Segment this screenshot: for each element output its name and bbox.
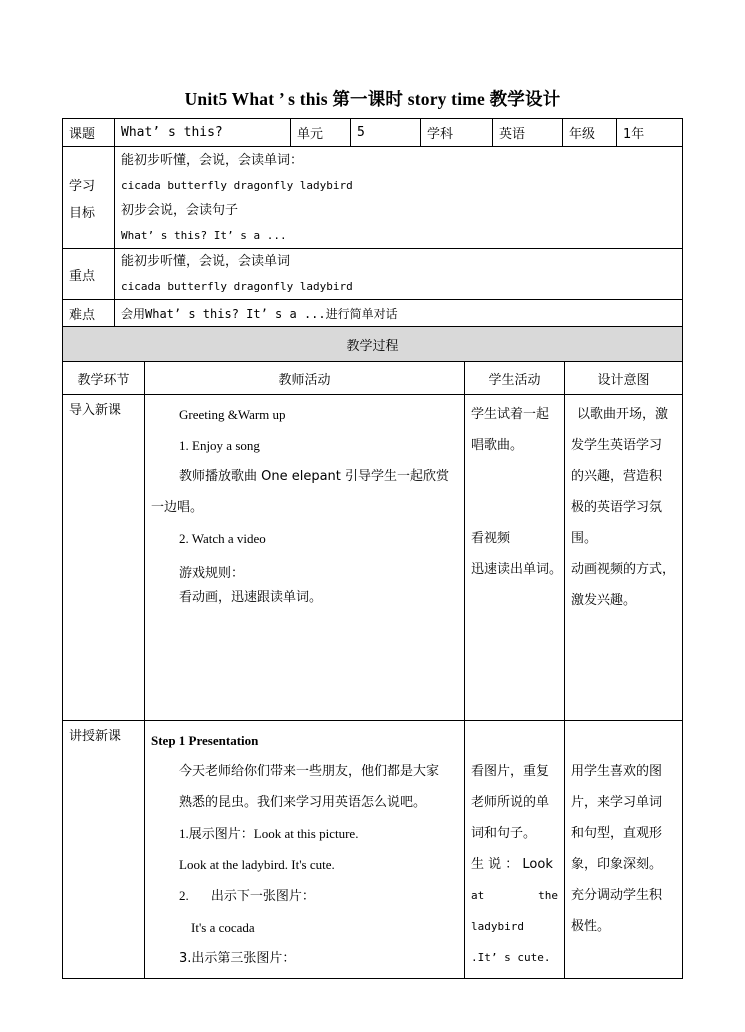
- table-row: [63, 395, 683, 721]
- teacher-line: Look at the ladybird. It's cute.: [179, 857, 335, 872]
- goal-line: 初步会说，会读句子: [121, 202, 239, 218]
- purpose-line: 片，来学习单词: [571, 795, 663, 810]
- design-purpose-cell: [565, 721, 683, 979]
- goal-line: 能初步听懂，会说，会读单词：: [121, 152, 304, 168]
- goal-line: cicada butterfly dragonfly ladybird: [121, 178, 353, 192]
- teacher-activity-cell: [145, 395, 465, 721]
- unit-label: 单元: [291, 119, 351, 147]
- teacher-line: It's a cocada: [191, 920, 255, 935]
- teacher-line: 1.展示图片：Look at this picture.: [179, 826, 359, 841]
- subject-value: 英语: [493, 119, 563, 147]
- student-line: 词和句子。: [471, 826, 537, 841]
- key-content: [115, 249, 683, 300]
- purpose-line: 发学生英语学习: [571, 438, 663, 453]
- purpose-line: 的兴趣，营造积: [571, 469, 663, 484]
- difficulty-value: 会用What’ s this? It’ s a ...进行简单对话: [115, 300, 683, 327]
- purpose-line: 用学生喜欢的图: [571, 764, 663, 779]
- teacher-line: 教师播放歌曲 One elepant 引导学生一起欣赏: [179, 469, 450, 484]
- goals-label-line-2: 目标: [69, 205, 96, 221]
- goals-label-line-1: 学习: [69, 178, 96, 194]
- teacher-line: 3.出示第三张图片：: [179, 951, 296, 966]
- student-line: 生 说 ： Look: [471, 857, 553, 872]
- purpose-line: 动画视频的方式，: [571, 562, 676, 577]
- teacher-line: Step 1 Presentation: [151, 733, 259, 748]
- teacher-line: 看动画，迅速跟读单词。: [179, 590, 323, 605]
- unit-value: 5: [351, 119, 421, 147]
- student-line: 唱歌曲。: [471, 438, 524, 453]
- subject-label: 学科: [421, 119, 493, 147]
- grade-value: 1年: [617, 119, 683, 147]
- purpose-line: 以歌曲开场，激: [577, 407, 669, 422]
- purpose-line: 和句型，直观形: [571, 826, 663, 841]
- student-line: 看图片，重复: [471, 764, 550, 779]
- teacher-line: 游戏规则：: [179, 566, 245, 581]
- column-header: 学生活动: [465, 362, 565, 395]
- step-text: 出示下一张图片：: [210, 889, 315, 904]
- lesson-info-table: [62, 118, 683, 327]
- design-purpose-cell: [565, 395, 683, 721]
- teacher-line: 今天老师给你们带来一些朋友，他们都是大家: [179, 764, 440, 779]
- teacher-activity-cell: [145, 721, 465, 979]
- teaching-process-table: [62, 326, 683, 979]
- purpose-line: 象，印象深刻。: [571, 857, 663, 872]
- goal-line: What’ s this? It’ s a ...: [121, 228, 287, 242]
- purpose-line: 极的英语学习氛: [571, 500, 663, 515]
- stage-cell: 导入新课: [63, 395, 145, 721]
- column-header: 教师活动: [145, 362, 465, 395]
- student-line: 迅速读出单词。: [471, 562, 563, 577]
- grade-label: 年级: [563, 119, 617, 147]
- teacher-line: 熟悉的昆虫。我们来学习用英语怎么说吧。: [179, 795, 427, 810]
- student-line: ladybird: [471, 920, 524, 933]
- goals-content: [115, 147, 683, 249]
- table-row: [63, 721, 683, 979]
- purpose-line: 围。: [571, 531, 598, 546]
- teacher-line: 1. Enjoy a song: [179, 438, 260, 453]
- student-line: at the: [471, 889, 558, 902]
- column-header: 设计意图: [565, 362, 683, 395]
- difficulty-label: 难点: [63, 300, 115, 327]
- key-line: 能初步听懂，会说，会读单词: [121, 254, 291, 269]
- purpose-line: 充分调动学生积: [571, 888, 663, 903]
- process-section-title: 教学过程: [63, 327, 683, 362]
- student-activity-cell: [465, 721, 565, 979]
- course-value: What’ s this?: [115, 119, 291, 147]
- purpose-line: 极性。: [571, 919, 611, 934]
- student-line: 看视频: [471, 531, 511, 546]
- student-line: 学生试着一起: [471, 407, 550, 422]
- step-number: 2.: [179, 888, 189, 903]
- teacher-line: 2. Watch a video: [179, 531, 266, 546]
- column-header: 教学环节: [63, 362, 145, 395]
- student-activity-cell: [465, 395, 565, 721]
- teacher-line: [151, 880, 458, 912]
- teacher-line: 一边唱。: [151, 500, 204, 515]
- key-label: 重点: [63, 249, 115, 300]
- stage-cell: 讲授新课: [63, 721, 145, 979]
- teacher-line: Greeting &Warm up: [179, 407, 286, 422]
- key-line: cicada butterfly dragonfly ladybird: [121, 280, 353, 293]
- purpose-line: 激发兴趣。: [571, 593, 637, 608]
- student-line: 老师所说的单: [471, 795, 550, 810]
- student-line: .It’ s cute.: [471, 951, 551, 964]
- course-label: 课题: [63, 119, 115, 147]
- goals-label: [63, 147, 115, 249]
- page-title: Unit5 What ’ s this 第一课时 story time 教学设计: [184, 89, 561, 109]
